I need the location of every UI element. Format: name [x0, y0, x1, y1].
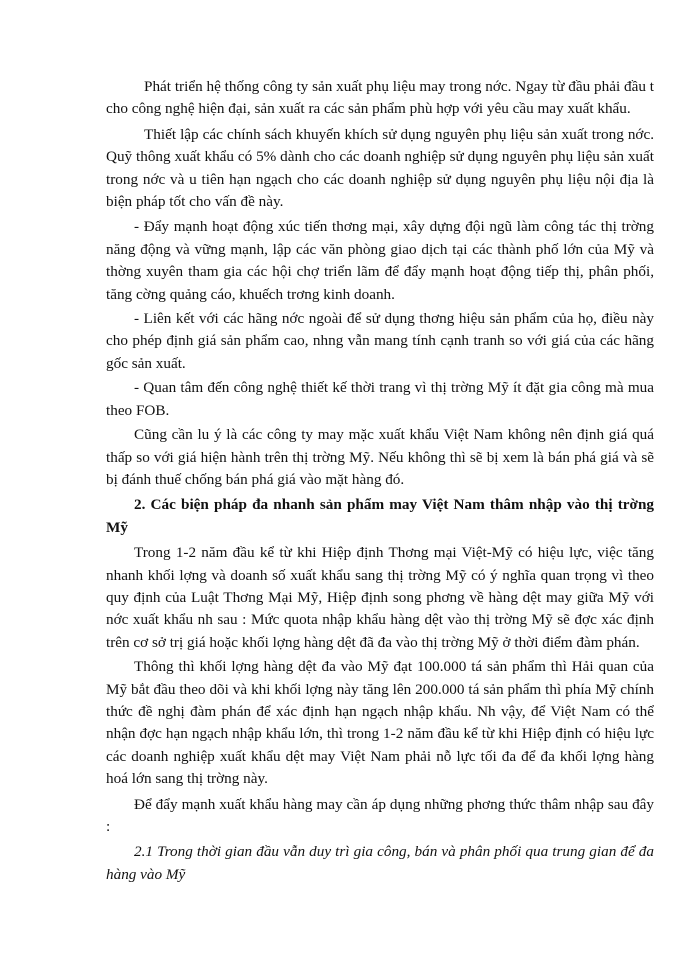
- paragraph-8: Thông thì khối lợng hàng dệt đa vào Mỹ đạt 100.000 tá sản phẩm thì Hải quan của Mỹ bắt đầu theo dõi và khi khối lợng này tăng lên 200.000 tá sản phẩm thì phía Mỹ chính thức đề nghị đàm phán để xác định hạn ngạch nhập khẩu. Nh vậy, để Việt Nam có thể nhận đợc hạn ngạch nhập khẩu lớn, thì trong 1-2 năm đầu kể từ khi Hiệp định có hiệu lực các doanh nghiệp xuất khẩu dệt may Việt Nam phải nỗ lực tối đa để đa khối lợng hàng hoá lớn sang thị trờng này.: [106, 658, 654, 788]
- paragraph-4: - Liên kết với các hãng nớc ngoài để sử dụng thơng hiệu sản phẩm của họ, điều này cho phép định giá sản phẩm cao, nhng vẫn mang tính cạnh tranh so với giá của các hãng gốc sản xuất.: [106, 310, 654, 372]
- paragraph-3: - Đẩy mạnh hoạt động xúc tiến thơng mại, xây dựng đội ngũ làm công tác thị trờng năng động và vững mạnh, lập các văn phòng giao dịch tại các thành phố lớn của Mỹ và thờng xuyên tham gia các hội chợ triển lãm để đẩy mạnh hoạt động tiếp thị, phân phối, tăng cờng quảng cáo, khuếch trơng kinh doanh.: [106, 218, 654, 303]
- paragraph-6: Cũng cần lu ý là các công ty may mặc xuất khẩu Việt Nam không nên định giá quá thấp so với giá hiện hành trên thị trờng Mỹ. Nếu không thì sẽ bị xem là bán phá giá và sẽ bị đánh thuế chống bán phá giá vào mặt hàng đó.: [106, 426, 654, 488]
- paragraph-9: Để đẩy mạnh xuất khẩu hàng may cần áp dụng những phơng thức thâm nhập sau đây :: [106, 795, 654, 835]
- paragraph-2: Thiết lập các chính sách khuyến khích sử dụng nguyên phụ liệu sản xuất trong nớc. Quỹ thông xuất khẩu có 5% dành cho các doanh nghiệp sử dụng nguyên phụ liệu sản xuất trong nớc và u tiên hạn ngạch cho các doanh nghiệp sử dụng nguyên phụ liệu nội địa là biện pháp tốt cho vấn đề này.: [106, 125, 654, 211]
- document-page: [106, 76, 654, 889]
- subsection-heading: 2.1 Trong thời gian đầu vẫn duy trì gia công, bán và phân phối qua trung gian để đa hàng vào Mỹ: [106, 843, 654, 883]
- paragraph-5: - Quan tâm đến công nghệ thiết kế thời trang vì thị trờng Mỹ ít đặt gia công mà mua theo FOB.: [106, 379, 654, 419]
- paragraph-7: Trong 1-2 năm đầu kể từ khi Hiệp định Thơng mại Việt-Mỹ có hiệu lực, việc tăng nhanh khối lợng và doanh số xuất khẩu sang thị trờng Mỹ có ý nghĩa quan trọng vì theo quy định của Luật Thơng Mại Mỹ, Hiệp định song phơng về hàng dệt may giữa Mỹ với nớc xuất khẩu nh sau : Mức quota nhập khẩu hàng dệt vào thị trờng Mỹ sẽ đợc xác định trên cơ sở trị giá hoặc khối lợng hàng dệt đã đa vào thị trờng Mỹ ở thời điểm đàm phán.: [106, 544, 654, 651]
- paragraph-1: Phát triển hệ thống công ty sản xuất phụ liệu may trong nớc. Ngay từ đầu phải đầu t cho công nghệ hiện đại, sản xuất ra các sản phẩm phù hợp với yêu cầu may xuất khẩu.: [106, 78, 654, 118]
- section-heading: 2. Các biện pháp đa nhanh sản phẩm may Việt Nam thâm nhập vào thị trờng Mỹ: [106, 496, 654, 536]
